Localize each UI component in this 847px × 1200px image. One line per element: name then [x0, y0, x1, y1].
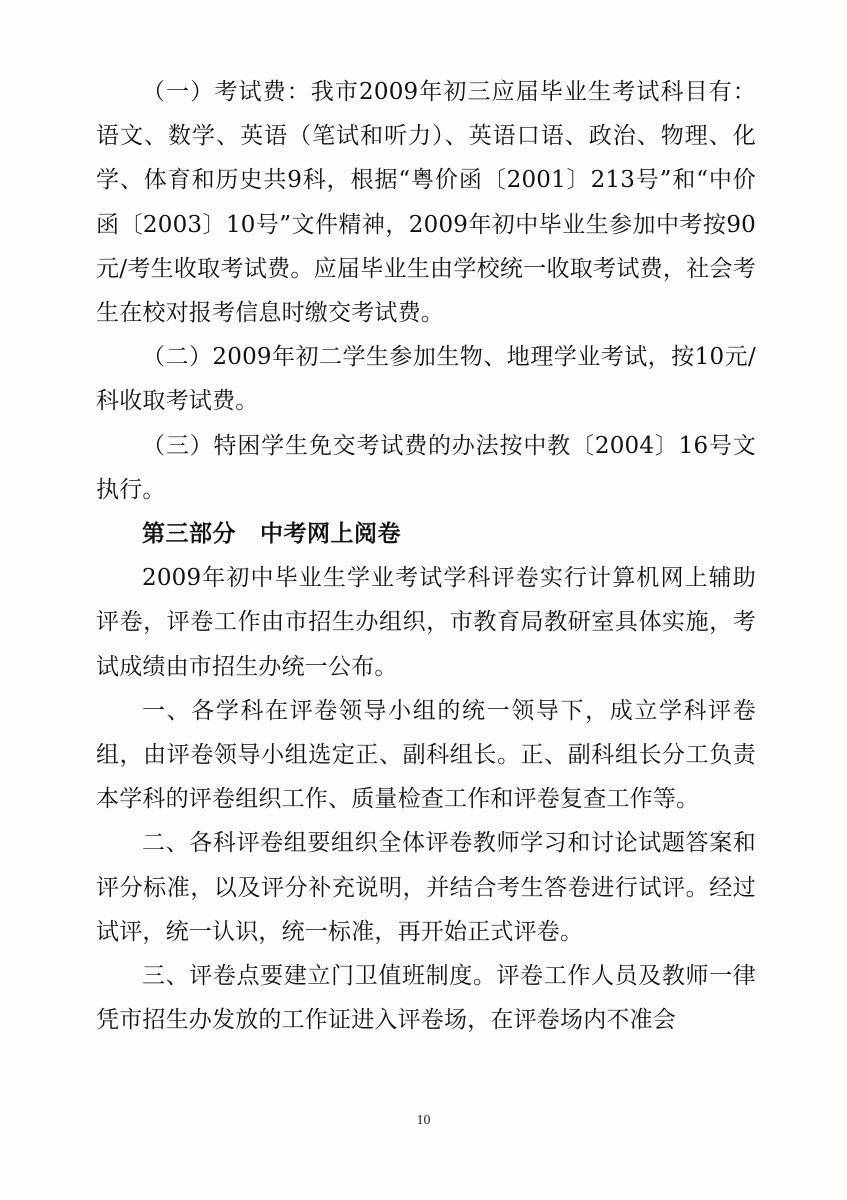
paragraph-marking-groups: 一、各学科在评卷领导小组的统一领导下，成立学科评卷组，由评卷领导小组选定正、副科组长。正、副科组长分工负责本学科的评卷组织工作、质量检查工作和评卷复查工作等。 — [96, 697, 756, 813]
paragraph-exam-fee: （一）考试费：我市2009年初三应届毕业生考试科目有：语文、数学、英语（笔试和听力）、英语口语、政治、物理、化学、体育和历史共9科，根据“粤价函〔2001〕213号”和“中价函〔2003〕10号”文件精神，2009年初中毕业生参加中考按90元/考生收取考试费。应届毕业生由学校统一收取考试费，社会考生在校对报考信息时缴交考试费。 — [96, 79, 756, 327]
section-heading-title: 中考网上阅卷 — [260, 521, 401, 548]
page-number: 10 — [416, 1113, 431, 1128]
section-heading-part: 第三部分 — [142, 521, 236, 548]
paragraph-grade-two-fee: （二）2009年初二学生参加生物、地理学业考试，按10元/科收取考试费。 — [96, 344, 756, 415]
section-heading — [96, 512, 756, 556]
paragraph-guard-duty: 三、评卷点要建立门卫值班制度。评卷工作人员及教师一律凭市招生办发放的工作证进入评卷场，在评卷场内不准会 — [96, 963, 756, 1034]
document-body — [96, 70, 756, 1042]
paragraph-fee-exemption: （三）特困学生免交考试费的办法按中教〔2004〕16号文执行。 — [96, 432, 756, 503]
paragraph-trial-marking: 二、各科评卷组要组织全体评卷教师学习和讨论试题答案和评分标准，以及评分补充说明，并结合考生答卷进行试评。经过试评，统一认识，统一标准，再开始正式评卷。 — [96, 830, 756, 945]
paragraph-online-marking-intro: 2009年初中毕业生学业考试学科评卷实行计算机网上辅助评卷，评卷工作由市招生办组织，市教育局教研室具体实施，考试成绩由市招生办统一公布。 — [96, 565, 756, 680]
